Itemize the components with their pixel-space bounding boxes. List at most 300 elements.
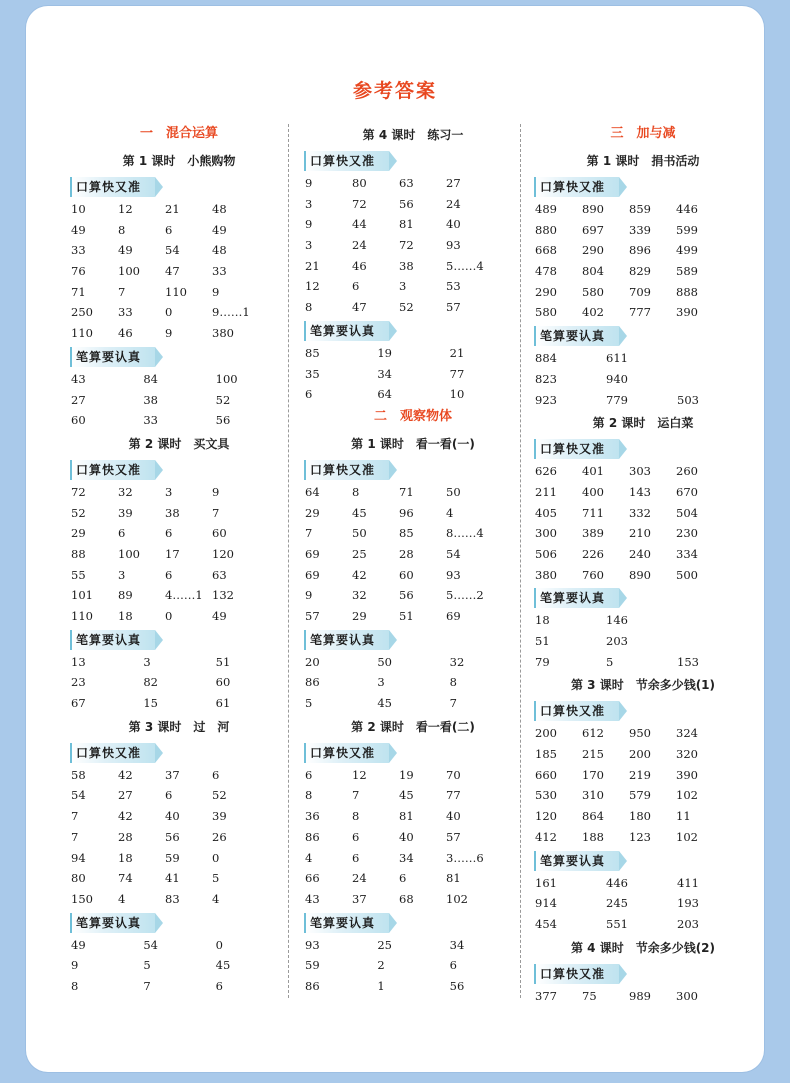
answer-row: [534, 610, 752, 631]
answer-value: 7: [305, 526, 313, 541]
answer-value: 8: [71, 978, 79, 993]
answer-row: [70, 390, 288, 411]
answer-value: 48: [212, 202, 227, 216]
answer-value: 188: [582, 829, 604, 844]
answer-value: 950: [629, 726, 651, 741]
answer-value: 0: [165, 609, 173, 623]
answer-value: 53: [446, 279, 461, 294]
answer-value: 332: [629, 505, 651, 520]
answer-value: 3……6: [446, 850, 484, 865]
answer-value: 40: [399, 829, 414, 844]
answer-value: 589: [676, 264, 698, 279]
answer-row: [304, 256, 522, 277]
answer-grid: [304, 765, 522, 910]
answer-value: 80: [352, 176, 367, 190]
answer-row: [70, 585, 288, 606]
answer-value: 859: [629, 202, 651, 216]
answer-value: 377: [535, 988, 557, 1003]
answer-value: 9……1: [212, 305, 250, 320]
answer-value: 890: [582, 202, 604, 216]
answer-value: 210: [629, 526, 651, 541]
answer-value: 779: [606, 392, 628, 407]
answer-value: 6: [165, 788, 173, 803]
answer-value: 52: [71, 505, 86, 520]
section-tag: 笔算要认真: [304, 913, 389, 933]
answer-value: 2: [377, 958, 385, 973]
answer-row: [304, 672, 522, 693]
answer-row: [304, 935, 522, 956]
answer-value: 71: [399, 484, 414, 499]
answer-value: 709: [629, 284, 651, 299]
answer-value: 3: [377, 675, 385, 690]
answer-value: 56: [215, 413, 231, 428]
answer-value: 34: [449, 937, 465, 952]
answer-row: [304, 276, 522, 297]
answer-value: 890: [629, 567, 651, 582]
answer-value: 380: [212, 326, 234, 341]
answer-value: 28: [399, 546, 414, 561]
answer-value: 57: [446, 300, 461, 315]
answer-value: 8: [352, 484, 360, 499]
answer-value: 37: [165, 767, 180, 782]
answer-grid: [70, 482, 288, 627]
answer-value: [677, 610, 748, 631]
answer-value: 51: [399, 609, 414, 623]
answer-row: [70, 544, 288, 565]
answer-value: 101: [71, 588, 93, 603]
answer-value: 17: [165, 546, 180, 561]
answer-row: [70, 785, 288, 806]
answer-value: 203: [606, 634, 628, 648]
answer-value: 49: [212, 609, 227, 623]
answer-row: [70, 410, 288, 431]
answer-value: 940: [606, 371, 628, 386]
answer-value: 54: [71, 788, 86, 803]
answer-value: 660: [535, 767, 557, 782]
answer-value: 45: [352, 505, 367, 520]
answer-value: 93: [305, 937, 320, 952]
answer-value: 33: [118, 305, 133, 320]
lesson-title: 第 1 课时 捐书活动: [586, 154, 700, 168]
answer-value: 5: [212, 871, 220, 886]
answer-grid: [534, 723, 752, 847]
answer-value: 45: [399, 788, 414, 803]
answer-value: 51: [215, 654, 231, 669]
answer-row: [304, 976, 522, 997]
answer-value: 888: [676, 284, 698, 299]
answer-value: [677, 369, 748, 390]
answer-value: 29: [352, 609, 367, 623]
answer-value: 50: [446, 484, 461, 499]
answer-row: [534, 503, 752, 524]
answer-grid: [304, 652, 522, 714]
answer-value: 880: [535, 222, 557, 237]
section-tag: 笔算要认真: [70, 913, 155, 933]
answer-page: [26, 6, 764, 1072]
answer-value: 4: [305, 850, 313, 865]
answer-row: [70, 955, 288, 976]
answer-value: 56: [399, 588, 414, 603]
answer-value: 7: [118, 284, 126, 299]
answer-value: 245: [606, 896, 628, 911]
answer-row: [70, 652, 288, 673]
answer-value: 46: [118, 326, 133, 341]
answer-value: 240: [629, 546, 651, 561]
answer-grid: [534, 348, 752, 410]
answer-value: 27: [71, 392, 86, 407]
answer-value: 45: [215, 958, 231, 973]
answer-value: 551: [606, 916, 628, 931]
answer-value: 63: [399, 176, 414, 190]
answer-row: [534, 827, 752, 848]
answer-value: 36: [305, 809, 320, 824]
answer-value: [677, 348, 748, 369]
answer-row: [70, 282, 288, 303]
answer-column-3: [534, 122, 752, 1006]
answer-value: 34: [377, 366, 392, 381]
answer-row: [534, 785, 752, 806]
answer-row: [304, 503, 522, 524]
answer-value: 226: [582, 546, 604, 561]
answer-value: 63: [212, 567, 227, 582]
answer-row: [70, 868, 288, 889]
answer-value: 60: [212, 526, 227, 541]
answer-value: 320: [676, 747, 698, 762]
answer-row: [534, 744, 752, 765]
answer-value: 93: [446, 238, 461, 253]
answer-value: 884: [535, 351, 557, 366]
answer-value: 914: [535, 896, 557, 911]
answer-grid: [70, 765, 288, 910]
answer-value: 760: [582, 567, 604, 582]
section-tag: 口算快又准: [304, 460, 389, 480]
answer-value: 6: [305, 387, 313, 402]
answer-value: 611: [606, 351, 628, 366]
answer-value: 829: [629, 264, 651, 279]
answer-value: 76: [71, 264, 86, 279]
answer-row: [70, 220, 288, 241]
answer-value: 170: [582, 767, 604, 782]
answer-value: 4: [118, 891, 126, 906]
answer-row: [70, 302, 288, 323]
answer-value: 45: [377, 696, 392, 711]
answer-value: 37: [352, 891, 367, 906]
answer-row: [534, 240, 752, 261]
answer-value: 10: [449, 387, 465, 402]
answer-value: 18: [118, 609, 133, 623]
answer-value: 390: [676, 767, 698, 782]
answer-value: 49: [118, 243, 133, 258]
answer-row: [304, 235, 522, 256]
answer-value: 43: [71, 371, 86, 386]
answer-value: 81: [399, 217, 414, 232]
answer-value: 86: [305, 829, 320, 844]
answer-value: 21: [305, 258, 320, 273]
lesson-title: 第 4 课时 节余多少钱(2): [570, 940, 716, 955]
answer-value: 56: [165, 829, 180, 844]
answer-value: 8: [352, 809, 360, 824]
answer-row: [534, 302, 752, 323]
section-tag: 口算快又准: [534, 439, 619, 459]
answer-value: 81: [399, 809, 414, 824]
answer-value: 530: [535, 788, 557, 803]
answer-value: 5……2: [446, 588, 484, 603]
answer-row: [304, 785, 522, 806]
answer-value: 697: [582, 222, 604, 237]
answer-value: 9: [212, 484, 220, 499]
answer-value: 478: [535, 264, 557, 279]
answer-value: 180: [629, 809, 651, 824]
answer-row: [534, 369, 752, 390]
unit-title: 二 观察物体: [373, 408, 452, 424]
answer-row: [534, 482, 752, 503]
answer-grid: [70, 935, 288, 997]
answer-row: [534, 544, 752, 565]
answer-row: [304, 765, 522, 786]
answer-value: 6: [352, 829, 360, 844]
answer-value: 499: [676, 243, 698, 258]
answer-value: 83: [165, 891, 180, 906]
answer-value: 230: [676, 526, 698, 541]
answer-row: [534, 348, 752, 369]
answer-value: 4: [446, 505, 454, 520]
answer-row: [304, 606, 522, 627]
answer-value: 33: [71, 243, 86, 258]
answer-value: 9: [305, 176, 313, 190]
column-divider: [288, 124, 289, 998]
answer-value: 32: [118, 484, 133, 499]
answer-value: 100: [118, 546, 140, 561]
answer-row: [534, 261, 752, 282]
answer-value: 52: [215, 392, 231, 407]
answer-value: 7: [143, 978, 151, 993]
answer-value: 46: [352, 258, 367, 273]
answer-row: [534, 986, 752, 1007]
answer-value: 310: [582, 788, 604, 803]
answer-value: 79: [535, 654, 550, 669]
answer-value: 64: [305, 484, 320, 499]
answer-value: 412: [535, 829, 557, 844]
section-tag: 口算快又准: [70, 460, 155, 480]
answer-value: 599: [676, 222, 698, 237]
answer-value: 324: [676, 726, 698, 741]
answer-column-2: [304, 122, 522, 997]
answer-row: [304, 214, 522, 235]
answer-value: 24: [446, 196, 461, 211]
answer-value: 51: [535, 634, 550, 648]
section-tag: 笔算要认真: [70, 630, 155, 650]
answer-value: 9: [71, 958, 79, 973]
answer-row: [534, 893, 752, 914]
answer-value: 42: [118, 809, 133, 824]
answer-value: 26: [212, 829, 227, 844]
answer-grid: [304, 343, 522, 405]
answer-value: 86: [305, 675, 320, 690]
answer-value: 60: [71, 413, 86, 428]
answer-value: 153: [677, 654, 699, 669]
unit-title: 一 混合运算: [139, 126, 218, 141]
answer-grid: [534, 873, 752, 935]
answer-row: [70, 240, 288, 261]
answer-value: 200: [629, 747, 651, 762]
answer-value: 110: [165, 284, 187, 299]
answer-row: [70, 976, 288, 997]
answer-row: [304, 868, 522, 889]
answer-value: 93: [446, 567, 461, 582]
answer-value: 3: [305, 238, 313, 253]
answer-value: 143: [629, 484, 651, 499]
answer-value: 402: [582, 305, 604, 320]
answer-value: 20: [305, 654, 320, 669]
answer-value: 102: [446, 891, 468, 906]
answer-column-1: [70, 122, 288, 997]
lesson-title: 第 2 课时 运白菜: [592, 416, 694, 431]
answer-value: 215: [582, 747, 604, 762]
answer-value: 250: [71, 305, 93, 320]
answer-value: 35: [305, 366, 320, 381]
answer-value: 59: [165, 850, 180, 865]
answer-value: 41: [165, 871, 180, 886]
answer-value: 77: [449, 366, 465, 381]
answer-row: [304, 194, 522, 215]
section-tag: 笔算要认真: [534, 851, 619, 871]
answer-value: 6: [212, 767, 220, 782]
answer-value: 21: [449, 345, 465, 360]
answer-row: [70, 672, 288, 693]
answer-value: 339: [629, 222, 651, 237]
answer-value: 389: [582, 526, 604, 541]
answer-row: [534, 631, 752, 652]
answer-value: 211: [535, 484, 557, 499]
section-tag: 口算快又准: [70, 177, 155, 197]
answer-value: 27: [446, 176, 461, 190]
answer-value: 7: [352, 788, 360, 803]
answer-row: [70, 261, 288, 282]
answer-grid: [534, 610, 752, 672]
answer-row: [304, 523, 522, 544]
answer-value: 56: [449, 978, 465, 993]
answer-row: [534, 523, 752, 544]
answer-grid: [70, 199, 288, 344]
answer-value: 60: [215, 675, 231, 690]
answer-value: 219: [629, 767, 651, 782]
answer-value: 4……1: [165, 588, 203, 603]
answer-value: 6: [352, 850, 360, 865]
answer-value: 260: [676, 464, 698, 479]
answer-value: 123: [629, 829, 651, 844]
answer-value: 40: [165, 809, 180, 824]
answer-value: 6: [352, 279, 360, 294]
answer-row: [304, 565, 522, 586]
answer-value: 132: [212, 588, 234, 603]
answer-value: 44: [352, 217, 367, 232]
answer-value: 85: [305, 345, 320, 360]
answer-value: 454: [535, 916, 557, 931]
answer-value: 11: [676, 809, 691, 824]
answer-value: 626: [535, 464, 557, 479]
answer-value: 42: [118, 767, 133, 782]
answer-row: [70, 369, 288, 390]
answer-row: [534, 652, 752, 673]
answer-row: [304, 693, 522, 714]
answer-row: [70, 503, 288, 524]
answer-value: 40: [446, 217, 461, 232]
answer-value: 6: [305, 767, 313, 782]
answer-value: 823: [535, 371, 557, 386]
answer-value: 40: [446, 809, 461, 824]
answer-value: 446: [676, 202, 698, 216]
lesson-title: 第 2 课时 买文具: [128, 436, 230, 451]
answer-row: [534, 199, 752, 220]
answer-value: 1: [377, 978, 385, 993]
answer-value: 579: [629, 788, 651, 803]
answer-row: [534, 461, 752, 482]
lesson-title: 第 4 课时 练习一: [362, 128, 464, 142]
answer-value: 5……4: [446, 258, 484, 273]
answer-row: [304, 364, 522, 385]
answer-value: 8: [118, 222, 126, 237]
lesson-title: 第 3 课时 过 河: [128, 719, 230, 734]
answer-value: 13: [71, 654, 86, 669]
answer-grid: [534, 199, 752, 323]
answer-value: 49: [71, 222, 86, 237]
section-tag: 口算快又准: [70, 743, 155, 763]
answer-value: 25: [377, 937, 392, 952]
answer-value: 59: [305, 958, 320, 973]
answer-value: 23: [71, 675, 86, 690]
answer-value: 49: [71, 937, 86, 952]
answer-value: 70: [446, 767, 461, 782]
answer-value: 0: [215, 937, 223, 952]
answer-value: 28: [118, 829, 133, 844]
answer-value: 334: [676, 546, 698, 561]
answer-value: 50: [352, 526, 367, 541]
answer-value: 25: [352, 546, 367, 561]
section-tag: 口算快又准: [534, 964, 619, 984]
answer-value: 670: [676, 484, 698, 499]
answer-value: 110: [71, 326, 93, 341]
lesson-title: 第 1 课时 小熊购物: [122, 154, 236, 168]
answer-value: 72: [352, 196, 367, 211]
section-tag: 笔算要认真: [304, 630, 389, 650]
answer-value: 290: [535, 284, 557, 299]
answer-value: 489: [535, 202, 557, 216]
answer-value: 84: [143, 371, 158, 386]
answer-value: 15: [143, 696, 158, 711]
answer-value: 29: [71, 526, 86, 541]
answer-value: 47: [352, 300, 367, 315]
answer-value: 120: [212, 546, 234, 561]
answer-value: 300: [535, 526, 557, 541]
answer-row: [304, 343, 522, 364]
answer-value: 66: [305, 871, 320, 886]
answer-value: 303: [629, 464, 651, 479]
answer-row: [534, 565, 752, 586]
answer-grid: [70, 369, 288, 431]
answer-value: 47: [165, 264, 180, 279]
answer-value: 67: [71, 696, 86, 711]
answer-value: 57: [446, 829, 461, 844]
answer-value: 3: [165, 484, 173, 499]
answer-value: 503: [677, 392, 699, 407]
answer-value: 405: [535, 505, 557, 520]
answer-value: 9: [305, 588, 313, 603]
answer-value: 150: [71, 891, 93, 906]
answer-value: 8: [449, 675, 457, 690]
answer-row: [304, 482, 522, 503]
answer-row: [304, 384, 522, 405]
answer-value: 9: [305, 217, 313, 232]
